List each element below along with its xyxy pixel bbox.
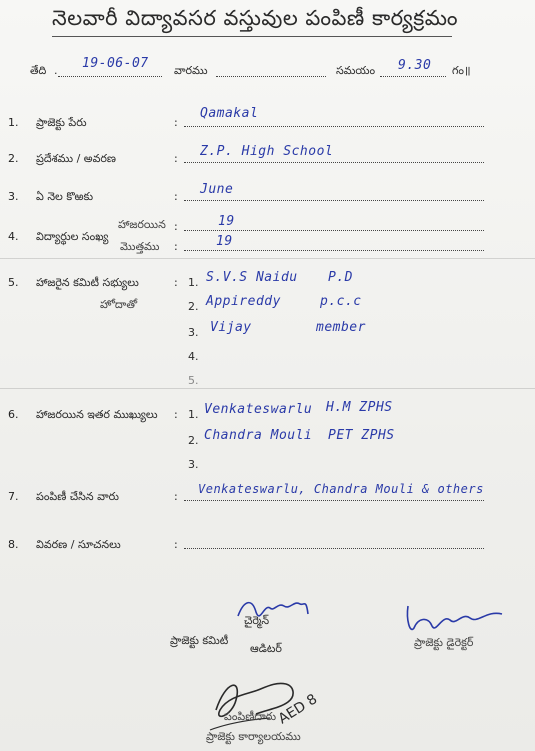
students-label: విద్యార్థుల సంఖ్య	[36, 230, 109, 243]
member-2-number: 2.	[188, 300, 199, 313]
attendee-2-name: Chandra Mouli	[204, 428, 313, 443]
attendee-2-number: 2.	[188, 434, 199, 447]
other-attendees-label: హాజరయిన ఇతర ముఖ్యులు	[36, 408, 158, 421]
member-4-number: 4.	[188, 350, 199, 363]
committee-members-label: హాజరైన కమిటీ సభ్యులు	[36, 276, 139, 289]
attendee-2-role: PET ZPHS	[328, 428, 395, 443]
remarks-field[interactable]	[184, 548, 484, 549]
date-label: తేది	[30, 64, 47, 77]
director-label: ప్రాజెక్టు డైరెక్టర్	[414, 636, 474, 649]
row-number: 5.	[8, 276, 19, 289]
attendee-3-number: 3.	[188, 458, 199, 471]
date-field[interactable]	[58, 76, 162, 77]
total-count-value: 19	[216, 234, 233, 249]
title-underline	[52, 36, 452, 37]
row-number: 7.	[8, 490, 19, 503]
form-title: నెలవారీ విద్యావసర వస్తువుల పంపిణీ కార్యక్రమం	[52, 6, 459, 30]
month-value: June	[200, 182, 234, 197]
office-label: ప్రాజెక్టు కార్యాలయము	[206, 730, 301, 743]
member-1-role: P.D	[328, 270, 353, 285]
day-field[interactable]	[216, 76, 326, 77]
member-1-number: 1.	[188, 276, 199, 289]
distributed-by-label: పంపిణీ చేసిన వారు	[36, 490, 119, 503]
form-page: నెలవారీ విద్యావసర వస్తువుల పంపిణీ కార్యక్రమం తేది . 19-06-07 వారము సమయం 9.30 గం॥ 1. ప్రాజెక్టు పేరు : Qamakal 2. ప్రదేశము / అవరణ : Z.P. High School 3. ఏ నెల కొఱకు : June 4. విద్యార్థుల సంఖ్య హాజరయిన మొత్తము : : 19 19 5. హాజరైన కమిటీ సభ్యులు హోదాతో : 1. S.V.S Naidu P.D 2. Appireddy p.c.c 3. Vijay member 4. 5. 6. హాజరయిన ఇతర ముఖ్యులు : 1. Venkateswarlu H.M ZPHS 2. Chandra Mouli PET ZPHS 3. 7. పంపిణీ చేసిన వారు : Venkateswarlu, Chandra Mouli & others 8. వివరణ / సూచనలు : ప్రాజెక్టు కమిటీ చైర్మెన్ ఆడిటర్ ప్రాజెక్టు డైరెక్టర్ AED 8 పంపిణీదారు ప్రాజెక్టు కార్యాలయము	[0, 0, 535, 751]
row-number: 4.	[8, 230, 19, 243]
location-value: Z.P. High School	[200, 144, 334, 159]
director-signature	[398, 600, 508, 640]
total-label: మొత్తము	[120, 240, 160, 253]
member-3-role: member	[316, 320, 366, 335]
member-2-role: p.c.c	[320, 294, 362, 309]
remarks-label: వివరణ / సూచనలు	[36, 538, 121, 551]
location-field[interactable]	[184, 162, 484, 163]
row-number: 1.	[8, 116, 19, 129]
date-value: 19-06-07	[82, 56, 149, 71]
member-1-name: S.V.S Naidu	[206, 270, 298, 285]
day-label: వారము	[174, 64, 208, 77]
member-3-number: 3.	[188, 326, 199, 339]
member-3-name: Vijay	[210, 320, 252, 335]
time-value: 9.30	[398, 58, 432, 73]
present-count-value: 19	[218, 214, 235, 229]
location-label: ప్రదేశము / అవరణ	[36, 152, 117, 165]
stamp-text: AED 8	[275, 691, 321, 728]
distributed-by-value: Venkateswarlu, Chandra Mouli & others	[198, 482, 484, 496]
attendee-1-role: H.M ZPHS	[326, 400, 393, 415]
distributed-by-field[interactable]	[184, 500, 484, 501]
auditor-label: ఆడిటర్	[250, 642, 282, 655]
project-name-value: Qamakal	[200, 106, 259, 121]
row-number: 2.	[8, 152, 19, 165]
attendee-1-name: Venkateswarlu	[204, 402, 313, 417]
paper-fold	[0, 258, 535, 259]
total-count-field[interactable]	[184, 250, 484, 251]
row-number: 3.	[8, 190, 19, 203]
chairman-label: చైర్మెన్	[244, 614, 270, 627]
member-2-name: Appireddy	[206, 294, 281, 309]
committee-label: ప్రాజెక్టు కమిటీ	[170, 634, 229, 647]
row-number: 8.	[8, 538, 19, 551]
designation-label: హోదాతో	[100, 298, 138, 311]
time-unit: గం॥	[452, 64, 471, 77]
time-label: సమయం	[336, 64, 376, 77]
member-5-number: 5.	[188, 374, 199, 387]
distributor-label: పంపిణీదారు	[224, 710, 277, 723]
present-label: హాజరయిన	[118, 218, 166, 231]
attendee-1-number: 1.	[188, 408, 199, 421]
paper-fold	[0, 388, 535, 389]
project-name-field[interactable]	[184, 126, 484, 127]
present-count-field[interactable]	[184, 230, 484, 231]
time-field[interactable]	[380, 76, 446, 77]
project-name-label: ప్రాజెక్టు పేరు	[36, 116, 87, 129]
month-field[interactable]	[184, 200, 484, 201]
row-number: 6.	[8, 408, 19, 421]
month-label: ఏ నెల కొఱకు	[36, 190, 94, 203]
